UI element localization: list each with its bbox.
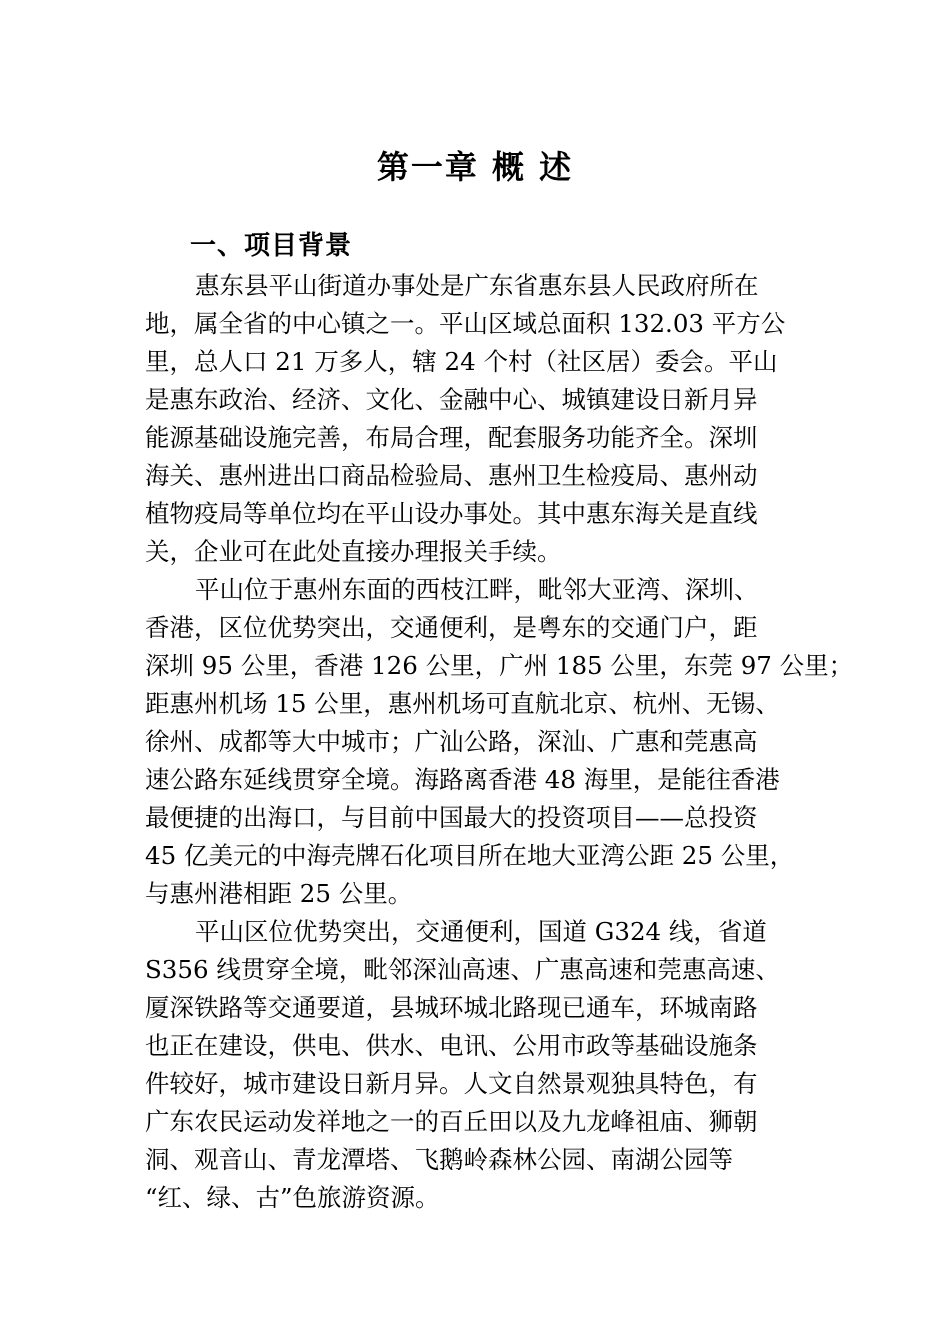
text-line: 徐州、成都等大中城市；广汕公路，深汕、广惠和莞惠高 [145,727,758,756]
chapter-title: 第一章 概 述 [376,148,574,186]
text-line: 厦深铁路等交通要道，县城环城北路现已通车，环城南路 [145,993,758,1022]
text-line: 45 亿美元的中海壳牌石化项目所在地大亚湾公距 25 公里， [145,841,795,870]
text-line: 广东农民运动发祥地之一的百丘田以及九龙峰祖庙、狮朝 [145,1107,758,1136]
text-line: 平山位于惠州东面的西枝江畔，毗邻大亚湾、深圳、 [195,575,759,604]
text-line: 能源基础设施完善，布局合理，配套服务功能齐全。深圳 [145,423,758,452]
text-line: 洞、观音山、青龙潭塔、飞鹅岭森林公园、南湖公园等 [145,1145,733,1174]
paragraph-infrastructure [145,913,815,1217]
text-line: 地，属全省的中心镇之一。平山区域总面积 132.03 平方公 [145,309,786,338]
text-line: 是惠东政治、经济、文化、金融中心、城镇建设日新月异 [145,385,758,414]
text-line: 速公路东延线贯穿全境。海路离香港 48 海里，是能往香港 [145,765,780,794]
text-line: 平山区位优势突出，交通便利，国道 G324 线，省道 [195,917,767,946]
paragraph-overview [145,267,815,571]
text-line: 里，总人口 21 万多人，辖 24 个村（社区居）委会。平山 [145,347,778,376]
text-line: 深圳 95 公里，香港 126 公里，广州 185 公里，东莞 97 公里； [145,651,854,680]
text-line: 关，企业可在此处直接办理报关手续。 [145,537,562,566]
text-line: 海关、惠州进出口商品检验局、惠州卫生检疫局、惠州动 [145,461,758,490]
text-line: 与惠州港相距 25 公里。 [145,879,413,908]
text-line: 植物疫局等单位均在平山设办事处。其中惠东海关是直线 [145,499,758,528]
text-line: 件较好，城市建设日新月异。人文自然景观独具特色，有 [145,1069,758,1098]
text-line: 距惠州机场 15 公里，惠州机场可直航北京、杭州、无锡、 [145,689,780,718]
text-line: 也正在建设，供电、供水、电讯、公用市政等基础设施条 [145,1031,758,1060]
text-line: 惠东县平山街道办事处是广东省惠东县人民政府所在 [195,271,759,300]
body-text [145,267,854,1217]
text-line: 香港，区位优势突出，交通便利，是粤东的交通门户，距 [145,613,758,642]
text-line: “红、绿、古”色旅游资源。 [145,1183,440,1212]
section-heading: 一、项目背景 [190,231,353,261]
paragraph-location [145,571,854,913]
text-line: S356 线贯穿全境，毗邻深汕高速、广惠高速和莞惠高速、 [145,955,780,984]
text-line: 最便捷的出海口，与目前中国最大的投资项目——总投资 [145,803,758,832]
